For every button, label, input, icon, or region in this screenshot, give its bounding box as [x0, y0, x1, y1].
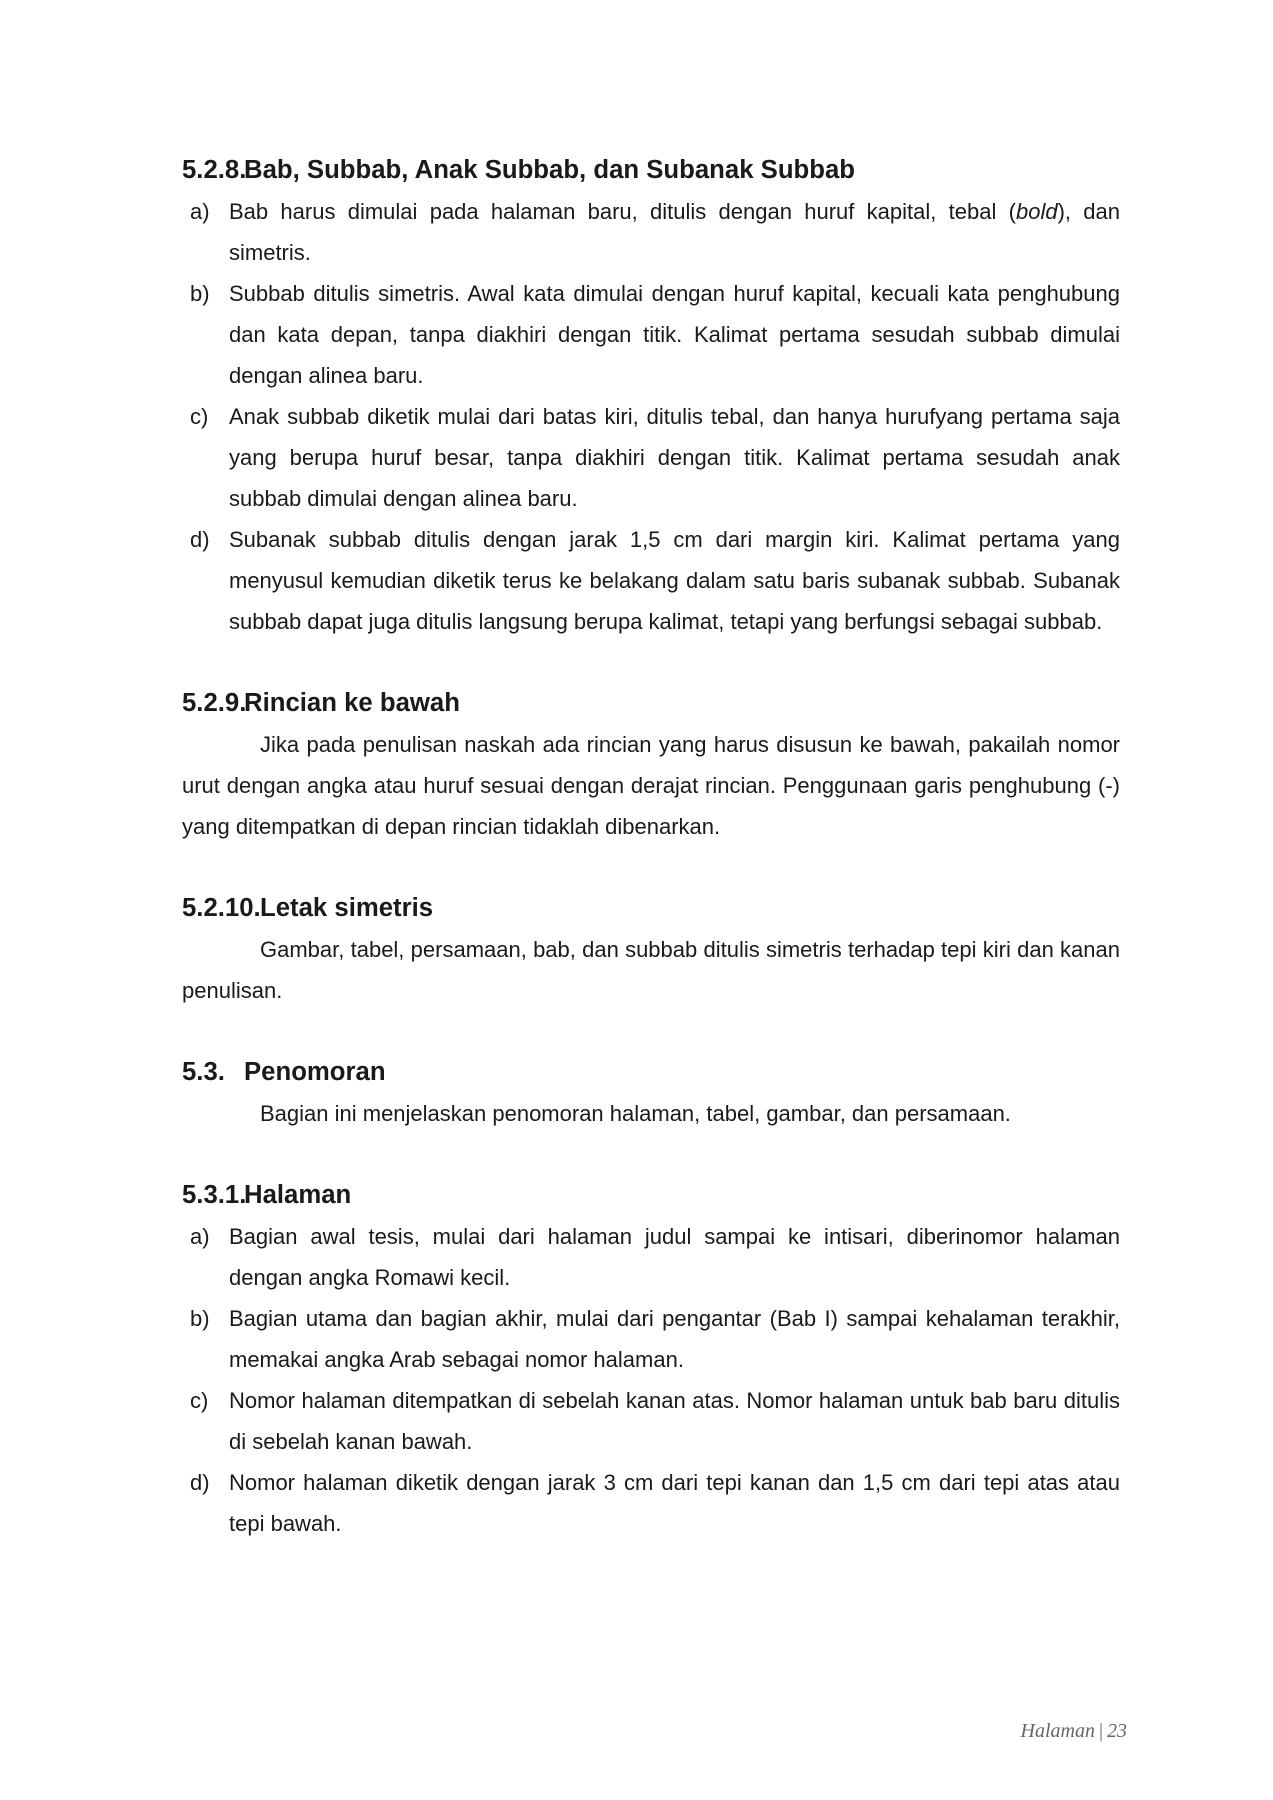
section-number: 5.2.8. — [182, 156, 247, 184]
list-marker: b) — [190, 1306, 210, 1331]
section-number: 5.3. — [182, 1058, 225, 1086]
list-item — [182, 273, 1120, 396]
section-heading-5-2-8 — [182, 150, 1120, 191]
page-number: 23 — [1107, 1720, 1127, 1742]
list-item-text: Subanak subbab ditulis dengan jarak 1,5 cm dari margin kiri. Kalimat pertama yang menyusul kemudian diketik terus ke belakang dalam satu baris subanak subbab. Subanak subbab dapat juga ditulis langsung berupa kalimat, tetapi yang berfungsi sebagai subbab. — [229, 527, 1120, 634]
list-item — [182, 191, 1120, 273]
section-number: 5.3.1. — [182, 1181, 247, 1209]
list-item-text: Nomor halaman ditempatkan di sebelah kanan atas. Nomor halaman untuk bab baru ditulis di sebelah kanan bawah. — [229, 1388, 1120, 1454]
footer-label: Halaman — [1020, 1720, 1095, 1742]
list-5-3-1 — [182, 1216, 1120, 1544]
list-item — [182, 1216, 1120, 1298]
section-heading-5-3-1 — [182, 1175, 1120, 1216]
section-number: 5.2.9. — [182, 689, 247, 717]
list-marker: c) — [190, 1388, 209, 1413]
list-item-text: Bagian awal tesis, mulai dari halaman judul sampai ke intisari, diberinomor halaman dengan angka Romawi kecil. — [229, 1224, 1120, 1290]
section-title: Halaman — [244, 1181, 352, 1209]
list-item — [182, 519, 1120, 642]
footer-separator: | — [1098, 1720, 1103, 1742]
list-item-text: Subbab ditulis simetris. Awal kata dimulai dengan huruf kapital, kecuali kata penghubung dan kata depan, tanpa diakhiri dengan titik. Kalimat pertama sesudah subbab dimulai dengan alinea baru. — [229, 281, 1120, 388]
list-item — [182, 396, 1120, 519]
list-marker: d) — [190, 527, 210, 552]
section-heading-5-2-10 — [182, 888, 1120, 929]
list-item — [182, 1462, 1120, 1544]
list-marker: a) — [190, 199, 210, 224]
list-item — [182, 1380, 1120, 1462]
section-title: Rincian ke bawah — [244, 689, 460, 717]
list-item-text: Nomor halaman diketik dengan jarak 3 cm dari tepi kanan dan 1,5 cm dari tepi atas atau tepi bawah. — [229, 1470, 1120, 1536]
section-title: Letak simetris — [260, 894, 434, 922]
list-marker: c) — [190, 404, 209, 429]
section-number: 5.2.10. — [182, 894, 261, 922]
paragraph: Jika pada penulisan naskah ada rincian yang harus disusun ke bawah, pakailah nomor urut dengan angka atau huruf sesuai dengan derajat rincian. Penggunaan garis penghubung (-) yang ditempatkan di depan rincian tidaklah dibenarkan. — [182, 732, 1120, 839]
section-title: Penomoran — [244, 1058, 386, 1086]
list-marker: b) — [190, 281, 210, 306]
list-marker: d) — [190, 1470, 210, 1495]
list-marker: a) — [190, 1224, 210, 1249]
section-title: Bab, Subbab, Anak Subbab, dan Subanak Subbab — [244, 156, 856, 184]
document-page — [182, 150, 1120, 1544]
section-heading-5-2-9 — [182, 683, 1120, 724]
paragraph: Bagian ini menjelaskan penomoran halaman, tabel, gambar, dan persamaan. — [260, 1101, 1011, 1126]
list-item-text: Anak subbab diketik mulai dari batas kiri, ditulis tebal, dan hanya hurufyang pertama saja yang berupa huruf besar, tanpa diakhiri dengan titik. Kalimat pertama sesudah anak subbab dimulai dengan alinea baru. — [229, 404, 1120, 511]
list-item-text: Bab harus dimulai pada halaman baru, ditulis dengan huruf kapital, tebal ( — [229, 199, 1016, 224]
list-5-2-8 — [182, 191, 1120, 642]
list-item — [182, 1298, 1120, 1380]
list-item-text: ), dan simetris. — [229, 199, 1121, 265]
list-item-italic: bold — [1015, 199, 1058, 224]
page-footer — [1021, 1720, 1127, 1743]
list-item-text: Bagian utama dan bagian akhir, mulai dari pengantar (Bab I) sampai kehalaman terakhir, memakai angka Arab sebagai nomor halaman. — [229, 1306, 1120, 1372]
paragraph: Gambar, tabel, persamaan, bab, dan subbab ditulis simetris terhadap tepi kiri dan kanan penulisan. — [182, 937, 1120, 1003]
section-heading-5-3 — [182, 1052, 1120, 1093]
